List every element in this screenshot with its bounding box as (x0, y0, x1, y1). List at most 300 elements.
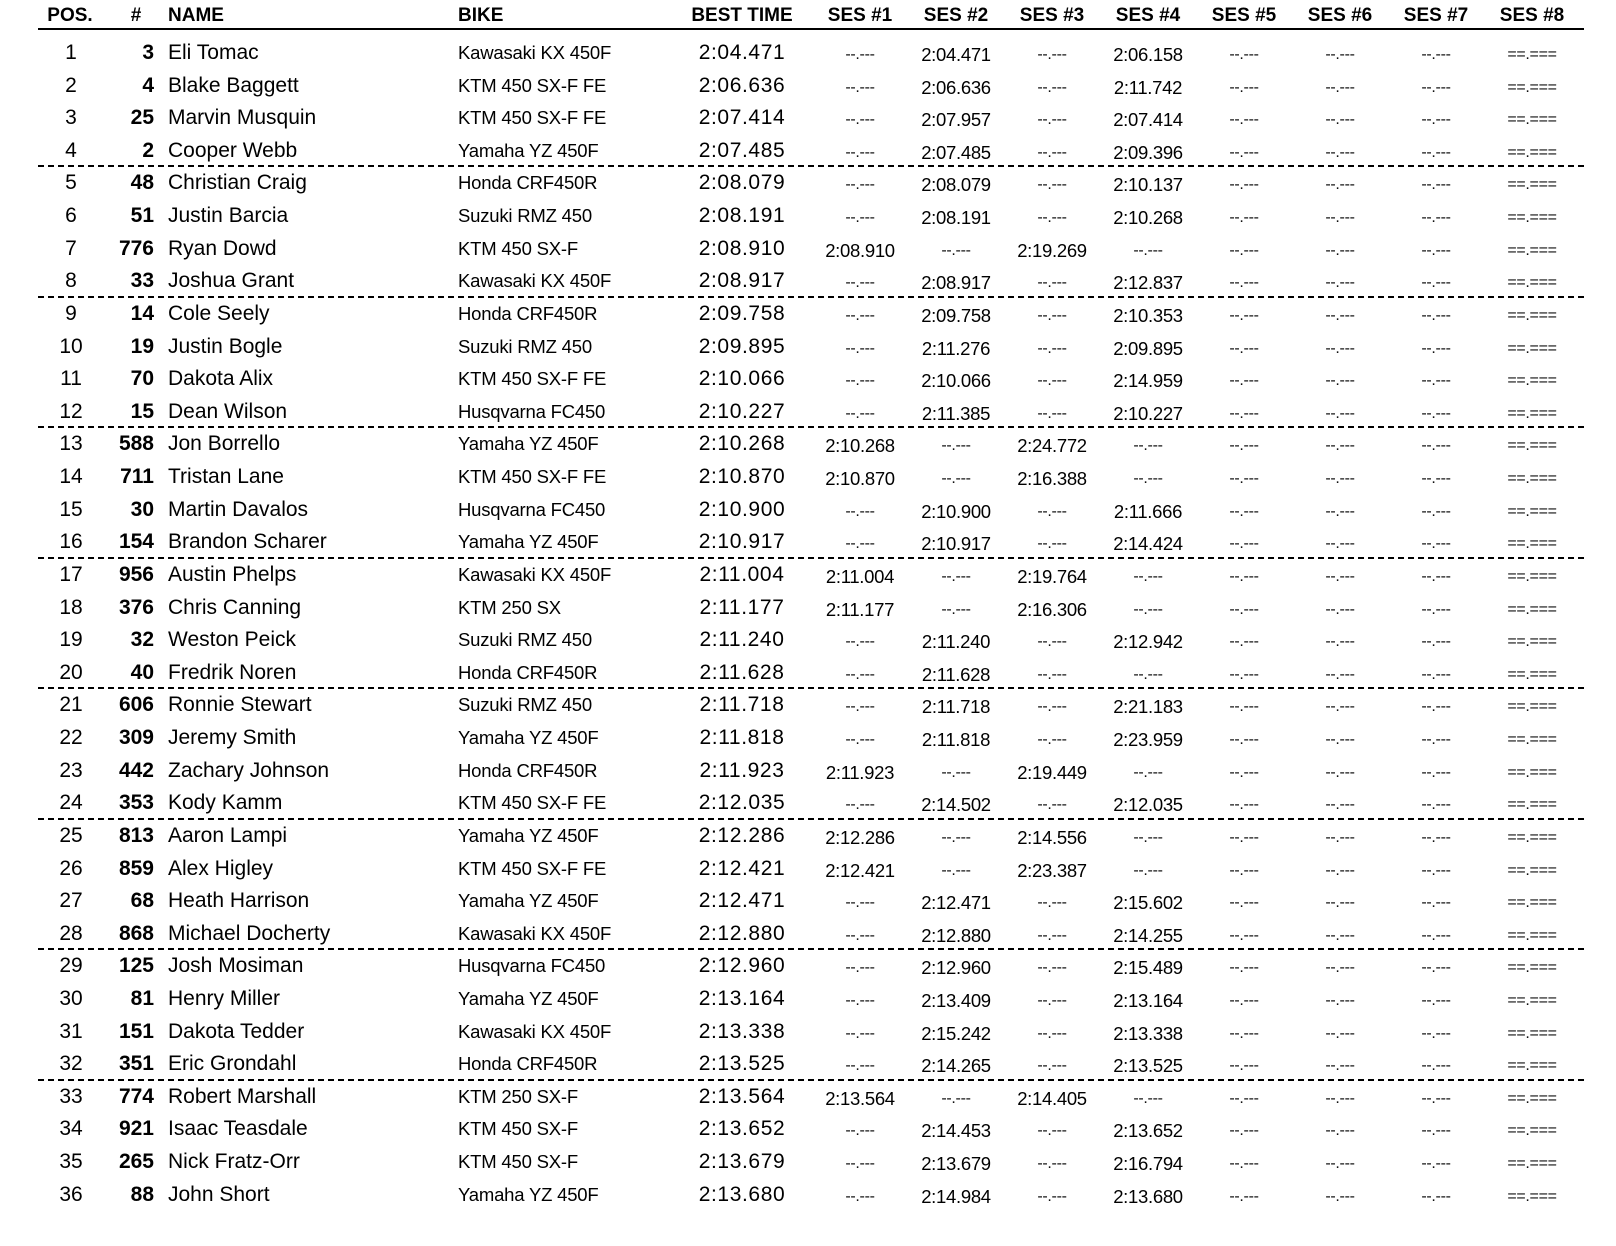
session-7-time-cell: --.--- (1421, 209, 1451, 227)
rider-number-cell: 30 (130, 497, 154, 521)
session-2-time-cell: 2:11.818 (921, 729, 991, 751)
session-6-time-cell: --.--- (1325, 665, 1355, 683)
position-cell: 9 (65, 301, 77, 325)
session-7-time-cell: --.--- (1421, 828, 1451, 846)
session-8-time-cell: ==.=== (1507, 1024, 1557, 1042)
position-cell: 3 (65, 106, 77, 130)
session-6-time-cell: --.--- (1325, 1089, 1355, 1107)
session-5-time-cell: --.--- (1229, 535, 1259, 553)
session-4-time-cell: --.--- (1133, 437, 1163, 455)
session-6-time-cell: --.--- (1325, 111, 1355, 129)
table-row (0, 362, 1616, 395)
session-3-time-cell: 2:23.387 (1017, 859, 1087, 881)
rider-number-cell: 151 (118, 1019, 154, 1043)
bike-cell: KTM 250 SX (458, 596, 561, 618)
table-row (0, 232, 1616, 265)
session-3-time-cell: --.--- (1037, 959, 1067, 977)
table-row (0, 69, 1616, 102)
rider-name-cell: Fredrik Noren (168, 660, 297, 684)
bike-cell: Yamaha YZ 450F (458, 531, 599, 553)
session-4-time-cell: --.--- (1133, 665, 1163, 683)
position-cell: 15 (59, 497, 83, 521)
session-4-time-cell: --.--- (1133, 763, 1163, 781)
session-7-time-cell: --.--- (1421, 959, 1451, 977)
session-4-time-cell: 2:07.414 (1113, 109, 1183, 131)
session-8-time-cell: ==.=== (1507, 46, 1557, 63)
session-6-time-cell: --.--- (1325, 861, 1355, 879)
best-time-cell: 2:12.960 (698, 954, 786, 978)
session-2-time-cell: 2:12.880 (921, 924, 991, 946)
session-5-time-cell: --.--- (1229, 731, 1259, 749)
session-8-time-cell: ==.=== (1507, 241, 1557, 259)
session-8-time-cell: ==.=== (1507, 1122, 1557, 1140)
header-ses-5: SES #5 (1211, 5, 1277, 26)
session-6-time-cell: --.--- (1325, 535, 1355, 553)
session-1-time-cell: --.--- (845, 1187, 875, 1205)
session-1-time-cell: --.--- (845, 339, 875, 357)
rider-name-cell: Tristan Lane (168, 465, 284, 489)
session-5-time-cell: --.--- (1229, 894, 1259, 912)
table-row (0, 754, 1616, 787)
session-3-time-cell: --.--- (1037, 633, 1067, 651)
session-5-time-cell: --.--- (1229, 567, 1259, 585)
session-7-time-cell: --.--- (1421, 1089, 1451, 1107)
session-4-time-cell: 2:10.353 (1113, 304, 1183, 326)
session-6-time-cell: --.--- (1325, 339, 1355, 357)
session-7-time-cell: --.--- (1421, 1187, 1451, 1205)
bike-cell: Yamaha YZ 450F (458, 727, 599, 749)
table-row (0, 917, 1616, 950)
bike-cell: Husqvarna FC450 (458, 955, 606, 977)
session-7-time-cell: --.--- (1421, 437, 1451, 455)
header-ses-4: SES #4 (1115, 5, 1181, 26)
rider-number-cell: 19 (130, 334, 154, 358)
bike-cell: KTM 450 SX-F (458, 1118, 578, 1140)
session-5-time-cell: --.--- (1229, 926, 1259, 944)
rider-name-cell: Nick Fratz-Orr (168, 1150, 300, 1174)
session-8-time-cell: ==.=== (1507, 567, 1557, 585)
bike-cell: Yamaha YZ 450F (458, 1183, 599, 1205)
table-row (0, 721, 1616, 754)
table-row (0, 1145, 1616, 1178)
session-1-time-cell: --.--- (845, 404, 875, 422)
session-5-time-cell: --.--- (1229, 600, 1259, 618)
position-cell: 32 (59, 1052, 83, 1076)
session-2-time-cell: 2:08.917 (921, 272, 991, 294)
bike-cell: Suzuki RMZ 450 (458, 694, 592, 716)
session-7-time-cell: --.--- (1421, 926, 1451, 944)
table-row (0, 1178, 1616, 1211)
position-cell: 16 (59, 530, 83, 554)
best-time-cell: 2:09.758 (698, 301, 786, 325)
table-row (0, 493, 1616, 526)
session-6-time-cell: --.--- (1325, 78, 1355, 96)
session-3-time-cell: 2:14.556 (1017, 826, 1087, 848)
position-cell: 7 (65, 236, 77, 260)
best-time-cell: 2:13.338 (698, 1019, 786, 1043)
session-2-time-cell: --.--- (941, 437, 971, 455)
session-4-time-cell: 2:09.396 (1113, 141, 1183, 163)
bike-cell: KTM 450 SX-F (458, 237, 578, 259)
session-4-time-cell: 2:10.137 (1113, 174, 1183, 196)
session-8-time-cell: ==.=== (1507, 991, 1557, 1009)
session-4-time-cell: --.--- (1133, 567, 1163, 585)
session-8-time-cell: ==.=== (1507, 1057, 1557, 1075)
session-4-time-cell: 2:06.158 (1113, 44, 1183, 65)
session-6-time-cell: --.--- (1325, 633, 1355, 651)
best-time-cell: 2:12.880 (698, 921, 786, 945)
session-6-time-cell: --.--- (1325, 274, 1355, 292)
position-cell: 36 (59, 1182, 83, 1206)
session-7-time-cell: --.--- (1421, 339, 1451, 357)
position-cell: 29 (59, 954, 83, 978)
session-4-time-cell: --.--- (1133, 470, 1163, 488)
rider-number-cell: 353 (118, 791, 154, 815)
header-ses-3: SES #3 (1019, 5, 1085, 26)
session-5-time-cell: --.--- (1229, 1057, 1259, 1075)
position-cell: 30 (59, 986, 83, 1010)
session-1-time-cell: --.--- (845, 1155, 875, 1173)
table-row (0, 852, 1616, 885)
bike-cell: Yamaha YZ 450F (458, 987, 599, 1009)
rider-name-cell: Isaac Teasdale (168, 1117, 308, 1141)
session-1-time-cell: 2:11.004 (825, 565, 895, 587)
session-1-time-cell: --.--- (845, 894, 875, 912)
session-5-time-cell: --.--- (1229, 306, 1259, 324)
session-7-time-cell: --.--- (1421, 111, 1451, 129)
session-3-time-cell: --.--- (1037, 111, 1067, 129)
session-2-time-cell: 2:14.984 (921, 1185, 991, 1207)
session-2-time-cell: --.--- (941, 1089, 971, 1107)
session-6-time-cell: --.--- (1325, 763, 1355, 781)
best-time-cell: 2:11.004 (699, 562, 785, 586)
position-cell: 26 (59, 856, 83, 880)
session-2-time-cell: --.--- (941, 470, 971, 488)
position-cell: 20 (59, 660, 83, 684)
session-2-time-cell: 2:10.900 (921, 500, 991, 522)
session-7-time-cell: --.--- (1421, 46, 1451, 63)
session-4-time-cell: --.--- (1133, 1089, 1163, 1107)
session-8-time-cell: ==.=== (1507, 633, 1557, 651)
session-4-time-cell: 2:13.338 (1113, 1022, 1183, 1044)
rider-number-cell: 588 (118, 432, 154, 456)
session-6-time-cell: --.--- (1325, 600, 1355, 618)
rider-name-cell: Eli Tomac (168, 41, 259, 64)
best-time-cell: 2:10.227 (698, 399, 786, 423)
session-1-time-cell: --.--- (845, 502, 875, 520)
session-8-time-cell: ==.=== (1507, 731, 1557, 749)
session-1-time-cell: --.--- (845, 111, 875, 129)
rider-name-cell: Jeremy Smith (168, 726, 297, 750)
session-4-time-cell: 2:15.602 (1113, 892, 1183, 914)
session-3-time-cell: 2:19.449 (1017, 761, 1087, 783)
session-4-time-cell: 2:14.255 (1113, 924, 1183, 946)
session-6-time-cell: --.--- (1325, 1155, 1355, 1173)
session-5-time-cell: --.--- (1229, 796, 1259, 814)
rider-name-cell: Josh Mosiman (168, 954, 304, 978)
session-3-time-cell: --.--- (1037, 209, 1067, 227)
session-5-time-cell: --.--- (1229, 1187, 1259, 1205)
session-8-time-cell: ==.=== (1507, 894, 1557, 912)
session-4-time-cell: 2:09.895 (1113, 337, 1183, 359)
session-2-time-cell: 2:14.502 (921, 794, 991, 816)
session-1-time-cell: --.--- (845, 274, 875, 292)
best-time-cell: 2:13.680 (698, 1182, 786, 1206)
session-5-time-cell: --.--- (1229, 274, 1259, 292)
rider-name-cell: Joshua Grant (168, 269, 295, 293)
session-3-time-cell: --.--- (1037, 1024, 1067, 1042)
session-3-time-cell: --.--- (1037, 143, 1067, 161)
table-row (0, 786, 1616, 819)
header-ses-1: SES #1 (827, 5, 893, 26)
rider-number-cell: 81 (130, 986, 154, 1010)
table-row (0, 656, 1616, 689)
session-6-time-cell: --.--- (1325, 404, 1355, 422)
session-8-time-cell: ==.=== (1507, 143, 1557, 161)
rider-number-cell: 859 (118, 856, 154, 880)
position-cell: 33 (59, 1084, 83, 1108)
table-row (0, 949, 1616, 982)
best-time-cell: 2:12.471 (698, 889, 786, 913)
table-row (0, 1080, 1616, 1113)
rider-name-cell: Kody Kamm (168, 791, 283, 815)
session-6-time-cell: --.--- (1325, 796, 1355, 814)
session-1-time-cell: 2:10.870 (825, 468, 895, 490)
session-8-time-cell: ==.=== (1507, 437, 1557, 455)
session-8-time-cell: ==.=== (1507, 404, 1557, 422)
session-4-time-cell: 2:15.489 (1113, 957, 1183, 979)
bike-cell: Kawasaki KX 450F (458, 922, 612, 944)
session-3-time-cell: --.--- (1037, 1155, 1067, 1173)
rider-number-cell: 68 (130, 889, 154, 913)
session-2-time-cell: 2:08.191 (921, 207, 991, 229)
position-cell: 24 (59, 791, 83, 815)
header-ses-8: SES #8 (1499, 5, 1565, 26)
session-4-time-cell: 2:10.227 (1113, 402, 1183, 424)
session-8-time-cell: ==.=== (1507, 339, 1557, 357)
best-time-cell: 2:13.525 (698, 1052, 786, 1076)
session-2-time-cell: 2:15.242 (921, 1022, 991, 1044)
session-4-time-cell: 2:11.666 (1113, 500, 1183, 522)
session-1-time-cell: --.--- (845, 209, 875, 227)
table-row (0, 427, 1616, 460)
session-3-time-cell: 2:19.764 (1017, 565, 1087, 587)
best-time-cell: 2:11.628 (699, 660, 785, 684)
header-best-time: BEST TIME (691, 5, 793, 26)
session-7-time-cell: --.--- (1421, 1155, 1451, 1173)
rider-number-cell: 921 (118, 1117, 154, 1141)
session-1-time-cell: 2:11.923 (825, 761, 895, 783)
session-2-time-cell: 2:12.960 (921, 957, 991, 979)
session-1-time-cell: --.--- (845, 665, 875, 683)
position-cell: 31 (59, 1019, 83, 1043)
session-3-time-cell: 2:19.269 (1017, 239, 1087, 261)
session-1-time-cell: --.--- (845, 1122, 875, 1140)
best-time-cell: 2:11.718 (699, 693, 785, 717)
best-time-cell: 2:04.471 (698, 41, 786, 64)
position-cell: 28 (59, 921, 83, 945)
session-3-time-cell: --.--- (1037, 502, 1067, 520)
session-6-time-cell: --.--- (1325, 959, 1355, 977)
session-5-time-cell: --.--- (1229, 372, 1259, 390)
session-3-time-cell: --.--- (1037, 306, 1067, 324)
session-4-time-cell: 2:12.035 (1113, 794, 1183, 816)
best-time-cell: 2:11.240 (699, 628, 785, 652)
session-3-time-cell: --.--- (1037, 535, 1067, 553)
session-6-time-cell: --.--- (1325, 470, 1355, 488)
table-row (0, 982, 1616, 1015)
rider-number-cell: 265 (118, 1150, 154, 1174)
session-5-time-cell: --.--- (1229, 959, 1259, 977)
rider-number-cell: 32 (130, 628, 154, 652)
session-5-time-cell: --.--- (1229, 241, 1259, 259)
best-time-cell: 2:12.035 (698, 791, 786, 815)
session-6-time-cell: --.--- (1325, 698, 1355, 716)
session-1-time-cell: --.--- (845, 731, 875, 749)
table-row (0, 166, 1616, 199)
session-7-time-cell: --.--- (1421, 600, 1451, 618)
session-5-time-cell: --.--- (1229, 176, 1259, 194)
rider-number-cell: 25 (130, 106, 154, 130)
session-8-time-cell: ==.=== (1507, 502, 1557, 520)
session-4-time-cell: --.--- (1133, 828, 1163, 846)
session-6-time-cell: --.--- (1325, 209, 1355, 227)
position-cell: 5 (65, 171, 77, 195)
session-1-time-cell: 2:12.421 (825, 859, 895, 881)
rider-name-cell: John Short (168, 1182, 270, 1206)
header-number: # (130, 5, 142, 26)
best-time-cell: 2:07.485 (698, 138, 786, 162)
table-row (0, 199, 1616, 232)
session-5-time-cell: --.--- (1229, 111, 1259, 129)
session-4-time-cell: 2:23.959 (1113, 729, 1183, 751)
rider-number-cell: 14 (130, 301, 154, 325)
session-6-time-cell: --.--- (1325, 176, 1355, 194)
session-7-time-cell: --.--- (1421, 698, 1451, 716)
session-6-time-cell: --.--- (1325, 1187, 1355, 1205)
session-6-time-cell: --.--- (1325, 437, 1355, 455)
best-time-cell: 2:10.268 (698, 432, 786, 456)
rider-name-cell: Ronnie Stewart (168, 693, 312, 717)
header-bike: BIKE (458, 5, 504, 26)
table-row (0, 460, 1616, 493)
session-2-time-cell: 2:07.485 (921, 141, 991, 163)
rider-number-cell: 51 (130, 204, 154, 228)
session-3-time-cell: 2:14.405 (1017, 1087, 1087, 1109)
rider-name-cell: Brandon Scharer (168, 530, 327, 554)
rider-number-cell: 48 (130, 171, 154, 195)
session-8-time-cell: ==.=== (1507, 1155, 1557, 1173)
session-7-time-cell: --.--- (1421, 633, 1451, 651)
session-2-time-cell: 2:11.628 (921, 663, 991, 685)
bike-cell: Yamaha YZ 450F (458, 433, 599, 455)
rider-name-cell: Dean Wilson (168, 399, 288, 423)
rider-number-cell: 376 (118, 595, 154, 619)
table-row (0, 525, 1616, 558)
session-7-time-cell: --.--- (1421, 861, 1451, 879)
bike-cell: Honda CRF450R (458, 661, 598, 683)
session-8-time-cell: ==.=== (1507, 470, 1557, 488)
session-3-time-cell: --.--- (1037, 176, 1067, 194)
rider-name-cell: Justin Bogle (168, 334, 283, 358)
session-5-time-cell: --.--- (1229, 339, 1259, 357)
rider-number-cell: 15 (130, 399, 154, 423)
position-cell: 34 (59, 1117, 83, 1141)
table-row (0, 688, 1616, 721)
session-7-time-cell: --.--- (1421, 176, 1451, 194)
table-row (0, 101, 1616, 134)
bike-cell: KTM 450 SX-F FE (458, 857, 607, 879)
session-8-time-cell: ==.=== (1507, 796, 1557, 814)
session-2-time-cell: --.--- (941, 241, 971, 259)
session-7-time-cell: --.--- (1421, 535, 1451, 553)
session-3-time-cell: --.--- (1037, 991, 1067, 1009)
session-1-time-cell: --.--- (845, 633, 875, 651)
session-3-time-cell: --.--- (1037, 46, 1067, 63)
session-5-time-cell: --.--- (1229, 46, 1259, 63)
session-7-time-cell: --.--- (1421, 404, 1451, 422)
session-4-time-cell: --.--- (1133, 241, 1163, 259)
position-cell: 21 (59, 693, 83, 717)
rider-number-cell: 442 (118, 758, 154, 782)
best-time-cell: 2:11.818 (699, 726, 785, 750)
session-8-time-cell: ==.=== (1507, 600, 1557, 618)
session-7-time-cell: --.--- (1421, 1057, 1451, 1075)
session-7-time-cell: --.--- (1421, 796, 1451, 814)
rider-name-cell: Austin Phelps (168, 562, 297, 586)
best-time-cell: 2:12.421 (698, 856, 786, 880)
table-row (0, 395, 1616, 428)
rider-number-cell: 40 (130, 660, 154, 684)
rider-name-cell: Dakota Alix (168, 367, 274, 391)
position-cell: 1 (65, 41, 77, 64)
session-4-time-cell: 2:13.652 (1113, 1120, 1183, 1142)
rider-number-cell: 88 (130, 1182, 154, 1206)
session-6-time-cell: --.--- (1325, 567, 1355, 585)
session-7-time-cell: --.--- (1421, 372, 1451, 390)
session-3-time-cell: --.--- (1037, 731, 1067, 749)
session-2-time-cell: 2:04.471 (921, 44, 991, 65)
header-ses-6: SES #6 (1307, 5, 1373, 26)
rider-number-cell: 4 (142, 73, 154, 97)
session-7-time-cell: --.--- (1421, 78, 1451, 96)
session-4-time-cell: 2:13.525 (1113, 1055, 1183, 1077)
bike-cell: Husqvarna FC450 (458, 400, 606, 422)
session-2-time-cell: 2:14.453 (921, 1120, 991, 1142)
best-time-cell: 2:12.286 (698, 823, 786, 847)
bike-cell: Honda CRF450R (458, 302, 598, 324)
session-4-time-cell: 2:14.959 (1113, 370, 1183, 392)
session-5-time-cell: --.--- (1229, 763, 1259, 781)
best-time-cell: 2:10.900 (698, 497, 786, 521)
bike-cell: KTM 450 SX-F FE (458, 792, 607, 814)
rider-number-cell: 33 (130, 269, 154, 293)
rider-number-cell: 2 (142, 138, 154, 162)
session-1-time-cell: --.--- (845, 698, 875, 716)
session-2-time-cell: 2:11.240 (921, 631, 991, 653)
rider-number-cell: 606 (118, 693, 154, 717)
session-5-time-cell: --.--- (1229, 209, 1259, 227)
rider-name-cell: Christian Craig (168, 171, 307, 195)
session-1-time-cell: --.--- (845, 372, 875, 390)
rider-name-cell: Cole Seely (168, 301, 270, 325)
position-cell: 8 (65, 269, 77, 293)
session-2-time-cell: 2:14.265 (921, 1055, 991, 1077)
session-7-time-cell: --.--- (1421, 502, 1451, 520)
session-8-time-cell: ==.=== (1507, 698, 1557, 716)
position-cell: 23 (59, 758, 83, 782)
rider-name-cell: Robert Marshall (168, 1084, 317, 1108)
